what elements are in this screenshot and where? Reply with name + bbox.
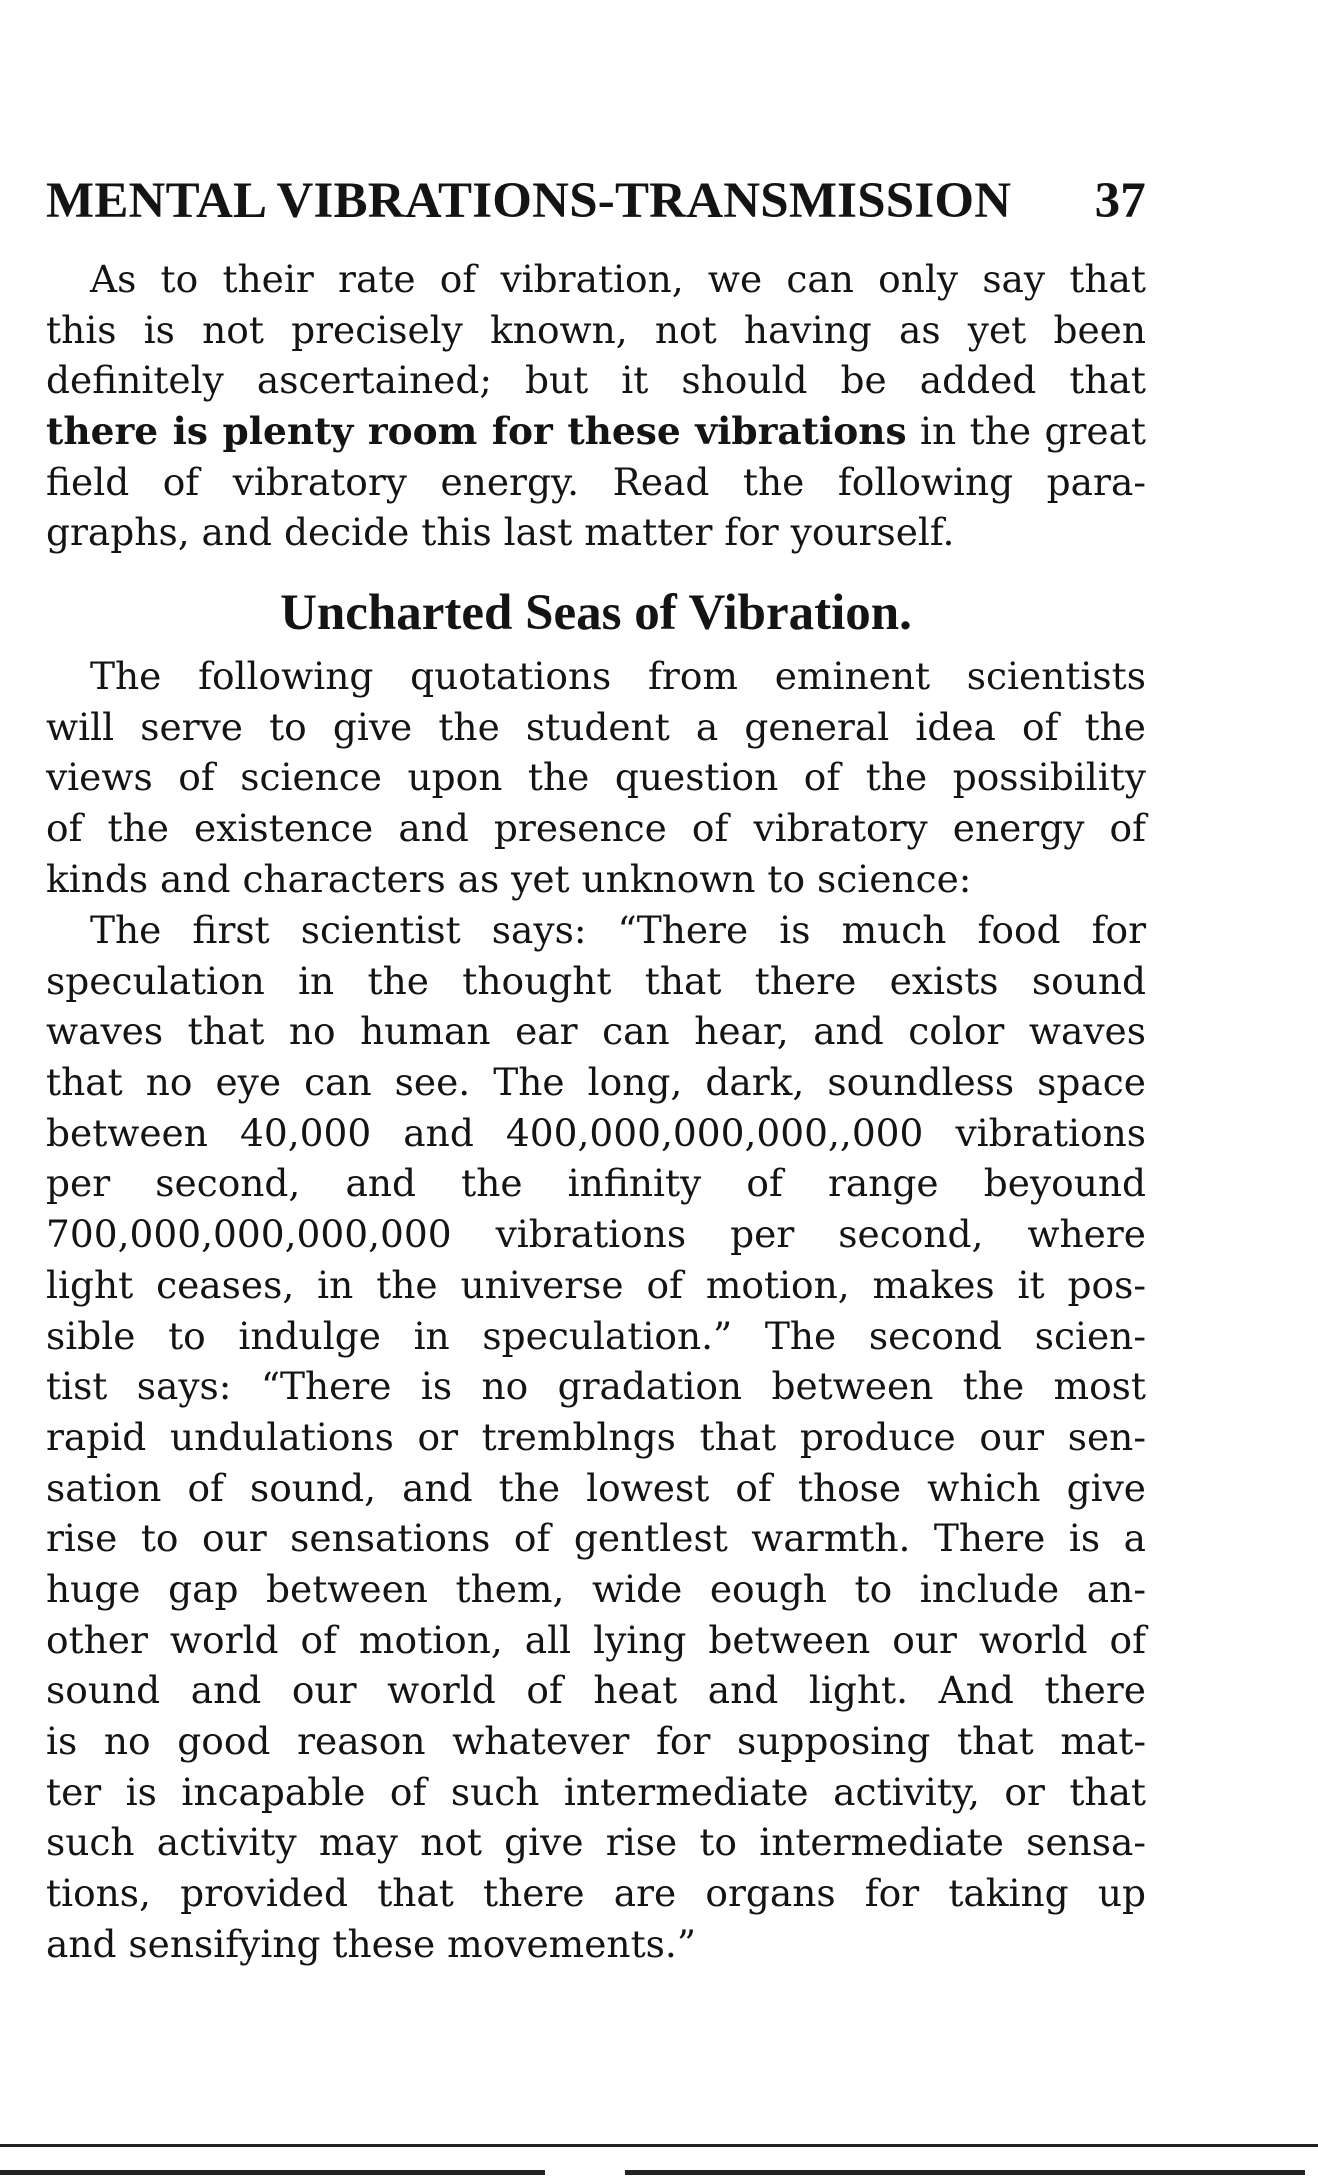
text-line: views of science upon the question of the possibility bbox=[46, 755, 1146, 800]
text-line: light ceases, in the universe of motion, makes it pos- bbox=[46, 1262, 1146, 1307]
text-line: As to their rate of vibration, we can only say that bbox=[90, 257, 1146, 301]
bottom-rule-right bbox=[625, 2170, 1305, 2175]
text-line: huge gap between them, wide eough to include an- bbox=[46, 1566, 1146, 1611]
text-line: field of vibratory energy. Read the following para- bbox=[46, 459, 1146, 504]
text-line: rapid undulations or tremblngs that produce our sen- bbox=[46, 1414, 1146, 1459]
text-run: in the great bbox=[906, 409, 1147, 454]
text-line: sound and our world of heat and light. And there bbox=[46, 1668, 1146, 1713]
section-heading: Uncharted Seas of Vibration. bbox=[280, 585, 912, 641]
text-line: kinds and characters as yet unknown to science: bbox=[46, 856, 972, 901]
text-line: of the existence and presence of vibratory energy of bbox=[46, 806, 1146, 851]
text-line: definitely ascertained; but it should be added that bbox=[46, 358, 1146, 403]
text-line: tions, provided that there are organs for taking up bbox=[46, 1871, 1146, 1916]
text-line: will serve to give the student a general idea of the bbox=[46, 704, 1146, 749]
bold-phrase: there is plenty room for these vibrations bbox=[46, 409, 907, 454]
text-line: 700,000,000,000,000 vibrations per second, where bbox=[46, 1212, 1146, 1257]
text-line: other world of motion, all lying between our world of bbox=[46, 1617, 1146, 1662]
page-number: 37 bbox=[1094, 173, 1146, 229]
text-line: sation of sound, and the lowest of those which give bbox=[46, 1465, 1146, 1510]
text-line: tist says: “There is no gradation between the most bbox=[46, 1364, 1146, 1409]
paragraph-scientists-quotes bbox=[46, 905, 1146, 1969]
text-line: ter is incapable of such intermediate activity, or that bbox=[46, 1769, 1146, 1814]
text-line: that no eye can see. The long, dark, soundless space bbox=[46, 1060, 1146, 1105]
text-line: is no good reason whatever for supposing that mat- bbox=[46, 1719, 1146, 1763]
text-line: sible to indulge in speculation.” The second scien- bbox=[46, 1313, 1146, 1358]
text-line: waves that no human ear can hear, and color waves bbox=[46, 1009, 1146, 1054]
text-line: The first scientist says: “There is much food for bbox=[90, 908, 1146, 952]
text-line: per second, and the infinity of range beyound bbox=[46, 1161, 1146, 1206]
text-line: graphs, and decide this last matter for yourself. bbox=[46, 510, 955, 555]
text-line: this is not precisely known, not having as yet been bbox=[46, 307, 1146, 352]
running-title: MENTAL VIBRATIONS-TRANSMISSION bbox=[46, 173, 1012, 229]
text-line: such activity may not give rise to intermediate sensa- bbox=[46, 1820, 1146, 1865]
text-line: rise to our sensations of gentlest warmth. There is a bbox=[46, 1516, 1146, 1561]
bottom-rule bbox=[0, 2144, 1318, 2147]
text-line-mixed bbox=[46, 406, 1146, 457]
bottom-rule-left bbox=[0, 2170, 545, 2175]
text-line: between 40,000 and 400,000,000,000,,000 vibrations bbox=[46, 1110, 1146, 1155]
text-line: and sensifying these movements.” bbox=[46, 1921, 696, 1966]
running-head bbox=[46, 172, 1146, 230]
paragraph-quotations-intro bbox=[46, 651, 1146, 904]
paragraph-rate-of-vibration bbox=[46, 254, 1146, 558]
text-line: The following quotations from eminent scientists bbox=[90, 654, 1146, 698]
text-line: speculation in the thought that there exists sound bbox=[46, 958, 1146, 1003]
